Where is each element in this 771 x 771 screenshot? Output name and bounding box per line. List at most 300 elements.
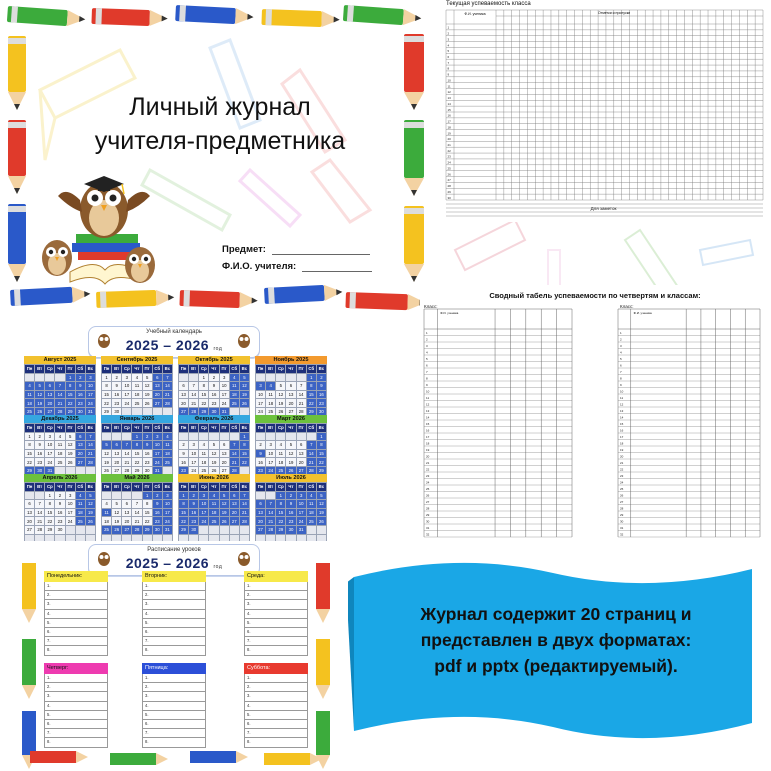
calendar-day: 16 — [112, 390, 122, 399]
calendar-day: 5 — [316, 491, 326, 500]
calendar-day: 9 — [142, 441, 152, 450]
promo-text — [376, 601, 736, 679]
calendar-day: 1 — [316, 432, 326, 441]
row-number: 31 — [620, 526, 624, 531]
cover-title-line2: учителя-предметника — [94, 127, 346, 155]
lesson-number: 2. — [47, 684, 51, 690]
weekday-label: Пт — [219, 365, 229, 374]
calendar-day: 2 — [75, 373, 85, 382]
row-number: 24 — [620, 480, 624, 485]
calendar-day: 29 — [306, 407, 316, 416]
weekday-label: Ср — [199, 483, 209, 492]
calendar-empty-cell — [112, 432, 122, 441]
calendar-empty-cell — [276, 373, 286, 382]
lesson-line — [142, 720, 206, 729]
schedule-page — [0, 541, 346, 771]
row-number: 29 — [447, 189, 451, 194]
calendar-day: 14 — [85, 441, 95, 450]
calendar-day: 5 — [286, 441, 296, 450]
calendar-day: 28 — [132, 525, 142, 534]
calendar-day: 6 — [179, 382, 189, 391]
calendar-day: 7 — [306, 441, 316, 450]
calendar-banner-title: Учебный календарь — [146, 329, 202, 335]
summary-page — [420, 285, 770, 540]
calendar-day: 21 — [229, 458, 239, 467]
weekday-label: Чт — [55, 424, 65, 433]
calendar-empty-cell — [266, 432, 276, 441]
row-number: 15 — [426, 422, 430, 427]
weekday-label: Вс — [85, 365, 95, 374]
row-number: 16 — [447, 113, 451, 118]
summary-title: Сводный табель успеваемости по четвертям и классам: — [489, 291, 701, 300]
calendar-day: 14 — [189, 390, 199, 399]
calendar-day: 7 — [132, 500, 142, 509]
calendar-day: 10 — [152, 441, 162, 450]
calendar-empty-cell — [112, 534, 122, 541]
row-number: 22 — [447, 148, 451, 153]
month-title: Июль 2026 — [255, 474, 327, 482]
calendar-day: 16 — [286, 508, 296, 517]
calendar-day: 31 — [162, 525, 172, 534]
row-number: 13 — [620, 409, 624, 414]
row-number: 32 — [620, 532, 624, 537]
calendar-day: 28 — [122, 466, 132, 475]
lesson-number: 8. — [145, 647, 149, 653]
calendar-day: 10 — [45, 441, 55, 450]
calendar-day: 17 — [266, 458, 276, 467]
lesson-line — [44, 610, 108, 619]
calendar-day: 5 — [112, 500, 122, 509]
calendar-day: 8 — [25, 441, 35, 450]
calendar-day: 21 — [35, 517, 45, 526]
calendar-day: 31 — [152, 466, 162, 475]
calendar-day: 28 — [189, 407, 199, 416]
calendar-day: 8 — [276, 500, 286, 509]
calendar-day: 19 — [219, 508, 229, 517]
lesson-number: 8. — [47, 647, 51, 653]
calendar-page — [0, 323, 346, 541]
weekday-label: Ср — [45, 483, 55, 492]
calendar-day: 21 — [266, 517, 276, 526]
calendar-day: 30 — [142, 466, 152, 475]
weekday-label: Вт — [266, 483, 276, 492]
calendar-day: 9 — [112, 382, 122, 391]
row-number: 22 — [426, 467, 430, 472]
calendar-day: 2 — [316, 373, 326, 382]
calendar-day: 15 — [199, 390, 209, 399]
calendar-day: 28 — [35, 525, 45, 534]
calendar-day: 28 — [55, 407, 65, 416]
lesson-number: 8. — [247, 647, 251, 653]
lesson-line — [142, 619, 206, 628]
calendar-day: 17 — [189, 458, 199, 467]
promo-line3: pdf и pptx (редактируемый). — [434, 656, 678, 676]
calendar-day: 29 — [102, 407, 112, 416]
row-number: 26 — [620, 493, 624, 498]
calendar-day: 24 — [152, 458, 162, 467]
calendar-day: 21 — [296, 399, 306, 408]
calendar-day: 30 — [55, 525, 65, 534]
calendar-day: 12 — [276, 390, 286, 399]
calendar-day: 24 — [189, 466, 199, 475]
calendar-day: 3 — [85, 373, 95, 382]
calendar-day: 9 — [179, 449, 189, 458]
lesson-line — [244, 628, 308, 637]
calendar-day: 14 — [162, 382, 172, 391]
calendar-day: 30 — [189, 525, 199, 534]
calendar-day: 28 — [266, 525, 276, 534]
journal-title: Текущая успеваемость класса — [446, 1, 531, 7]
calendar-day: 11 — [75, 500, 85, 509]
calendar-day: 8 — [102, 382, 112, 391]
calendar-empty-cell — [209, 432, 219, 441]
calendar-day: 15 — [306, 390, 316, 399]
calendar-day: 22 — [239, 458, 249, 467]
lesson-line — [44, 646, 108, 655]
calendar-empty-cell — [199, 534, 209, 541]
calendar-day: 18 — [102, 517, 112, 526]
calendar-day: 23 — [209, 399, 219, 408]
weekday-label: Сб — [306, 365, 316, 374]
calendar-empty-cell — [102, 534, 112, 541]
calendar-empty-cell — [122, 432, 132, 441]
row-number: 20 — [620, 454, 624, 459]
calendar-empty-cell — [25, 534, 35, 541]
cover-title — [70, 90, 370, 158]
calendar-day: 9 — [209, 382, 219, 391]
calendar-day: 22 — [316, 458, 326, 467]
weekday-label: Пн — [102, 424, 112, 433]
lesson-number: 6. — [145, 720, 149, 726]
calendar-empty-cell — [229, 534, 239, 541]
weekday-label: Пт — [219, 483, 229, 492]
row-number: 7 — [620, 370, 622, 375]
calendar-day: 25 — [25, 407, 35, 416]
calendar-year-suffix: год — [213, 346, 223, 352]
calendar-day: 3 — [219, 373, 229, 382]
calendar-day: 18 — [25, 399, 35, 408]
calendar-day: 26 — [65, 458, 75, 467]
summary-class-label-right: Класс: — [620, 304, 634, 309]
calendar-day: 4 — [55, 432, 65, 441]
calendar-day: 12 — [286, 449, 296, 458]
calendar-day: 17 — [256, 399, 266, 408]
calendar-day: 2 — [142, 432, 152, 441]
weekday-label: Пн — [25, 483, 35, 492]
row-number: 1 — [620, 331, 622, 336]
calendar-day: 10 — [85, 382, 95, 391]
lesson-number: 1. — [47, 675, 51, 680]
calendar-day: 20 — [122, 517, 132, 526]
calendar-day: 5 — [142, 373, 152, 382]
calendar-day: 14 — [266, 508, 276, 517]
subject-label: Предмет: — [222, 244, 266, 255]
weekday-label: Вт — [189, 424, 199, 433]
calendar-empty-cell — [152, 534, 162, 541]
row-number: 3 — [620, 344, 622, 349]
calendar-month — [255, 474, 327, 541]
calendar-day: 13 — [286, 390, 296, 399]
calendar-day: 2 — [256, 441, 266, 450]
calendar-day: 23 — [179, 466, 189, 475]
calendar-day: 16 — [189, 508, 199, 517]
weekday-label: Вт — [189, 365, 199, 374]
calendar-day: 29 — [45, 525, 55, 534]
calendar-day: 15 — [45, 508, 55, 517]
row-number: 25 — [426, 487, 430, 492]
lesson-line — [142, 729, 206, 738]
lesson-number: 6. — [247, 720, 251, 726]
row-number: 18 — [620, 441, 624, 446]
row-number: 25 — [447, 166, 451, 171]
calendar-day: 25 — [306, 517, 316, 526]
lesson-line — [44, 591, 108, 600]
calendar-day: 4 — [276, 441, 286, 450]
calendar-empty-cell — [256, 373, 266, 382]
row-number: 23 — [426, 474, 430, 479]
weekday-label: Пт — [142, 424, 152, 433]
calendar-day: 6 — [219, 441, 229, 450]
calendar-day: 7 — [229, 441, 239, 450]
schedule-banner-title: Расписание уроков — [147, 547, 201, 553]
calendar-empty-cell — [85, 525, 95, 534]
lesson-number: 4. — [145, 702, 149, 708]
calendar-empty-cell — [256, 432, 266, 441]
calendar-day: 9 — [75, 382, 85, 391]
calendar-day: 18 — [306, 508, 316, 517]
calendar-empty-cell — [239, 525, 249, 534]
row-number: 26 — [426, 493, 430, 498]
calendar-day: 23 — [286, 517, 296, 526]
calendar-day: 10 — [199, 500, 209, 509]
row-number: 24 — [447, 160, 451, 165]
weekday-label: Чт — [286, 365, 296, 374]
calendar-empty-cell — [65, 534, 75, 541]
promo-line2: представлен в двух форматах: — [420, 630, 692, 650]
calendar-day: 24 — [296, 517, 306, 526]
lesson-number: 1. — [47, 583, 51, 588]
calendar-day: 16 — [179, 458, 189, 467]
calendar-day: 16 — [35, 449, 45, 458]
calendar-day: 8 — [132, 441, 142, 450]
calendar-day: 28 — [229, 466, 239, 475]
calendar-day: 16 — [152, 508, 162, 517]
lesson-number: 1. — [247, 675, 251, 680]
weekday-label: Пт — [296, 424, 306, 433]
calendar-day: 10 — [122, 382, 132, 391]
calendar-day: 19 — [85, 508, 95, 517]
journal-col-grades: Отметки и пропуски — [598, 11, 631, 15]
weekday-label: Чт — [209, 365, 219, 374]
weekday-label: Пт — [296, 483, 306, 492]
month-title: Май 2026 — [101, 474, 173, 482]
calendar-day: 20 — [152, 390, 162, 399]
lesson-number: 7. — [47, 638, 51, 644]
lesson-line — [244, 738, 308, 747]
calendar-day: 22 — [142, 517, 152, 526]
calendar-day: 13 — [152, 382, 162, 391]
calendar-empty-cell — [65, 525, 75, 534]
calendar-banner — [88, 326, 260, 358]
calendar-day: 22 — [276, 517, 286, 526]
row-number: 26 — [447, 172, 451, 177]
calendar-day: 2 — [112, 373, 122, 382]
calendar-day: 2 — [152, 491, 162, 500]
calendar-empty-cell — [35, 534, 45, 541]
calendar-day: 4 — [306, 491, 316, 500]
calendar-day: 24 — [162, 517, 172, 526]
weekday-label: Чт — [286, 483, 296, 492]
calendar-day: 23 — [316, 399, 326, 408]
calendar-empty-cell — [189, 432, 199, 441]
calendar-day: 14 — [35, 508, 45, 517]
calendar-day: 9 — [286, 500, 296, 509]
calendar-day: 4 — [102, 500, 112, 509]
right-pencils — [404, 34, 424, 282]
calendar-day: 26 — [316, 517, 326, 526]
calendar-day: 9 — [152, 500, 162, 509]
row-number: 10 — [620, 389, 624, 394]
row-number: 10 — [426, 389, 430, 394]
calendar-day: 5 — [219, 491, 229, 500]
month-title: Июнь 2026 — [178, 474, 250, 482]
row-number: 5 — [426, 357, 428, 362]
calendar-empty-cell — [179, 534, 189, 541]
calendar-month — [24, 474, 96, 541]
schedule-day-title: Суббота: — [244, 663, 308, 674]
lesson-line — [44, 637, 108, 646]
calendar-day: 3 — [122, 373, 132, 382]
row-number: 8 — [620, 376, 622, 381]
calendar-empty-cell — [189, 373, 199, 382]
row-number: 19 — [426, 448, 430, 453]
lesson-number: 3. — [247, 693, 251, 699]
lesson-line — [142, 637, 206, 646]
calendar-day: 12 — [102, 449, 112, 458]
calendar-day: 3 — [189, 441, 199, 450]
row-number: 21 — [620, 461, 624, 466]
weekday-label: Пн — [179, 424, 189, 433]
row-number: 16 — [620, 428, 624, 433]
calendar-day: 12 — [316, 500, 326, 509]
calendar-day: 14 — [229, 449, 239, 458]
calendar-day: 23 — [152, 517, 162, 526]
calendar-month — [101, 474, 173, 541]
calendar-day: 26 — [239, 399, 249, 408]
calendar-day: 6 — [152, 373, 162, 382]
calendar-empty-cell — [296, 373, 306, 382]
calendar-empty-cell — [219, 534, 229, 541]
row-number: 21 — [447, 143, 451, 147]
calendar-day: 27 — [25, 525, 35, 534]
row-number: 23 — [620, 474, 624, 479]
row-number: 30 — [447, 195, 451, 200]
lesson-number: 3. — [247, 601, 251, 607]
calendar-day: 23 — [35, 458, 45, 467]
calendar-empty-cell — [179, 432, 189, 441]
weekday-label: Пн — [256, 483, 266, 492]
calendar-day: 1 — [199, 373, 209, 382]
calendar-empty-cell — [306, 534, 316, 541]
calendar-day: 11 — [199, 449, 209, 458]
weekday-label: Чт — [286, 424, 296, 433]
calendar-day: 26 — [85, 517, 95, 526]
calendar-day: 17 — [65, 508, 75, 517]
calendar-day: 15 — [65, 390, 75, 399]
row-number: 23 — [447, 154, 451, 159]
calendar-day: 6 — [75, 432, 85, 441]
calendar-day: 13 — [75, 441, 85, 450]
calendar-empty-cell — [296, 432, 306, 441]
calendar-day: 18 — [209, 508, 219, 517]
calendar-day: 13 — [296, 449, 306, 458]
weekday-label: Чт — [55, 483, 65, 492]
schedule-day — [142, 571, 206, 656]
weekday-label: Пт — [65, 424, 75, 433]
calendar-empty-cell — [219, 525, 229, 534]
weekday-label: Ср — [122, 365, 132, 374]
calendar-day: 25 — [209, 517, 219, 526]
weekday-label: Ср — [122, 424, 132, 433]
row-number: 13 — [447, 96, 451, 101]
row-number: 11 — [426, 396, 430, 401]
calendar-day: 26 — [219, 517, 229, 526]
calendar-day: 19 — [35, 399, 45, 408]
calendar-day: 14 — [306, 449, 316, 458]
calendar-day: 22 — [306, 399, 316, 408]
calendar-day: 28 — [239, 517, 249, 526]
calendar-years: 2025 – 2026 — [125, 337, 210, 353]
row-number: 12 — [620, 402, 624, 407]
calendar-day: 27 — [256, 525, 266, 534]
calendar-day: 22 — [65, 399, 75, 408]
calendar-day: 29 — [132, 466, 142, 475]
weekday-label: Пт — [296, 365, 306, 374]
calendar-day: 17 — [45, 449, 55, 458]
weekday-label: Вс — [239, 483, 249, 492]
row-number: 4 — [447, 43, 450, 48]
weekday-label: Пн — [256, 424, 266, 433]
calendar-day: 9 — [316, 382, 326, 391]
calendar-day: 31 — [85, 407, 95, 416]
lesson-number: 4. — [247, 610, 251, 616]
row-number: 19 — [447, 131, 451, 136]
row-number: 7 — [426, 370, 428, 375]
schedule-day-title: Вторник: — [142, 571, 206, 582]
calendar-day: 31 — [45, 466, 55, 475]
calendar-day: 3 — [152, 432, 162, 441]
row-number: 14 — [620, 415, 624, 420]
calendar-day: 26 — [209, 466, 219, 475]
schedule-day-title: Понедельник: — [44, 571, 108, 582]
calendar-day: 29 — [199, 407, 209, 416]
calendar-day: 16 — [142, 449, 152, 458]
calendar-day: 7 — [35, 500, 45, 509]
lesson-number: 3. — [145, 693, 149, 699]
calendar-day: 1 — [239, 432, 249, 441]
calendar-day: 8 — [306, 382, 316, 391]
promo-banner — [348, 555, 758, 755]
lesson-number: 2. — [145, 684, 149, 690]
calendar-day: 2 — [35, 432, 45, 441]
calendar-day: 7 — [122, 441, 132, 450]
calendar-day: 29 — [65, 407, 75, 416]
calendar-day: 12 — [85, 500, 95, 509]
calendar-empty-cell — [45, 373, 55, 382]
row-number: 10 — [447, 78, 451, 83]
calendar-day: 12 — [65, 441, 75, 450]
calendar-empty-cell — [266, 491, 276, 500]
